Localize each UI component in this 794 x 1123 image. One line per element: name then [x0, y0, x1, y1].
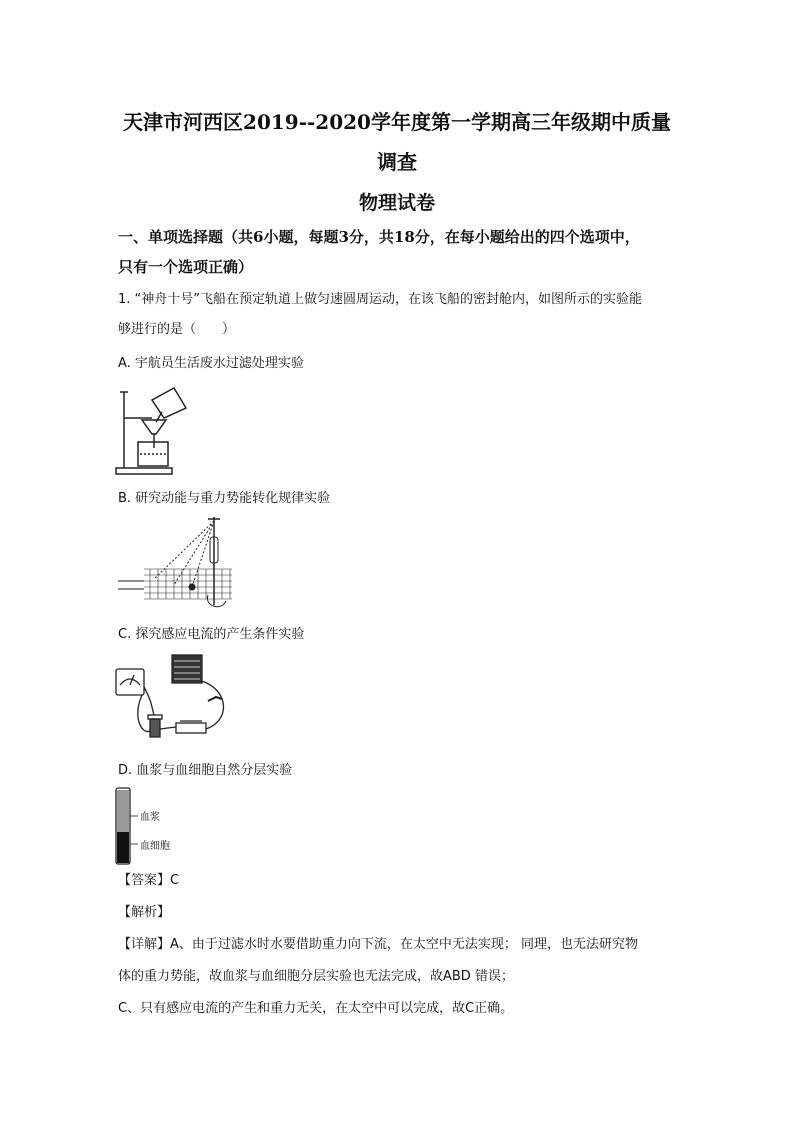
analysis-tag: 【解析】 — [118, 905, 171, 920]
answer-line — [118, 866, 690, 896]
section-heading-line1: 一、单项选择题（共6小题，每题3分，共18分，在每小题给出的四个选项中， — [118, 228, 640, 246]
option-a: A. 宇航员生活废水过滤处理实验 — [118, 356, 304, 371]
label-blood-cells: 血细胞 — [140, 841, 170, 852]
detail-line1: 【详解】A、由于过滤水时水要借助重力向下流，在太空中无法实现； 同理，也无法研究物 — [118, 937, 639, 952]
option-b: B. 研究动能与重力势能转化规律实验 — [118, 491, 331, 506]
section-heading-line2: 只有一个选项正确） — [118, 258, 254, 276]
figure-pendulum-grid — [114, 515, 244, 611]
doc-title-line2: 调查 — [377, 150, 417, 174]
option-c: C. 探究感应电流的产生条件实验 — [118, 627, 305, 642]
answer-tag: 【答案】 — [118, 873, 171, 888]
doc-title-line1: 天津市河西区2019--2020学年度第一学期高三年级期中质量 — [123, 110, 671, 134]
figure-filtration-apparatus — [112, 382, 198, 478]
question-stem-line1: 1. “神舟十号”飞船在预定轨道上做匀速圆周运动，在该飞船的密封舱内，如图所示的实验能 — [118, 292, 643, 307]
figure-induction-circuit — [112, 651, 238, 747]
detail-line3: C、只有感应电流的产生和重力无关，在太空中可以完成，故C正确。 — [118, 1001, 514, 1016]
figure-test-tube — [114, 786, 204, 868]
label-plasma: 血浆 — [140, 812, 160, 823]
doc-subtitle: 物理试卷 — [358, 192, 435, 214]
option-d: D. 血浆与血细胞自然分层实验 — [118, 763, 293, 778]
detail-line2: 体的重力势能，故血浆与血细胞分层实验也无法完成，故ABD 错误； — [118, 969, 514, 984]
answer-value: C — [170, 873, 180, 888]
question-stem-line2: 够进行的是（ ） — [118, 322, 236, 337]
